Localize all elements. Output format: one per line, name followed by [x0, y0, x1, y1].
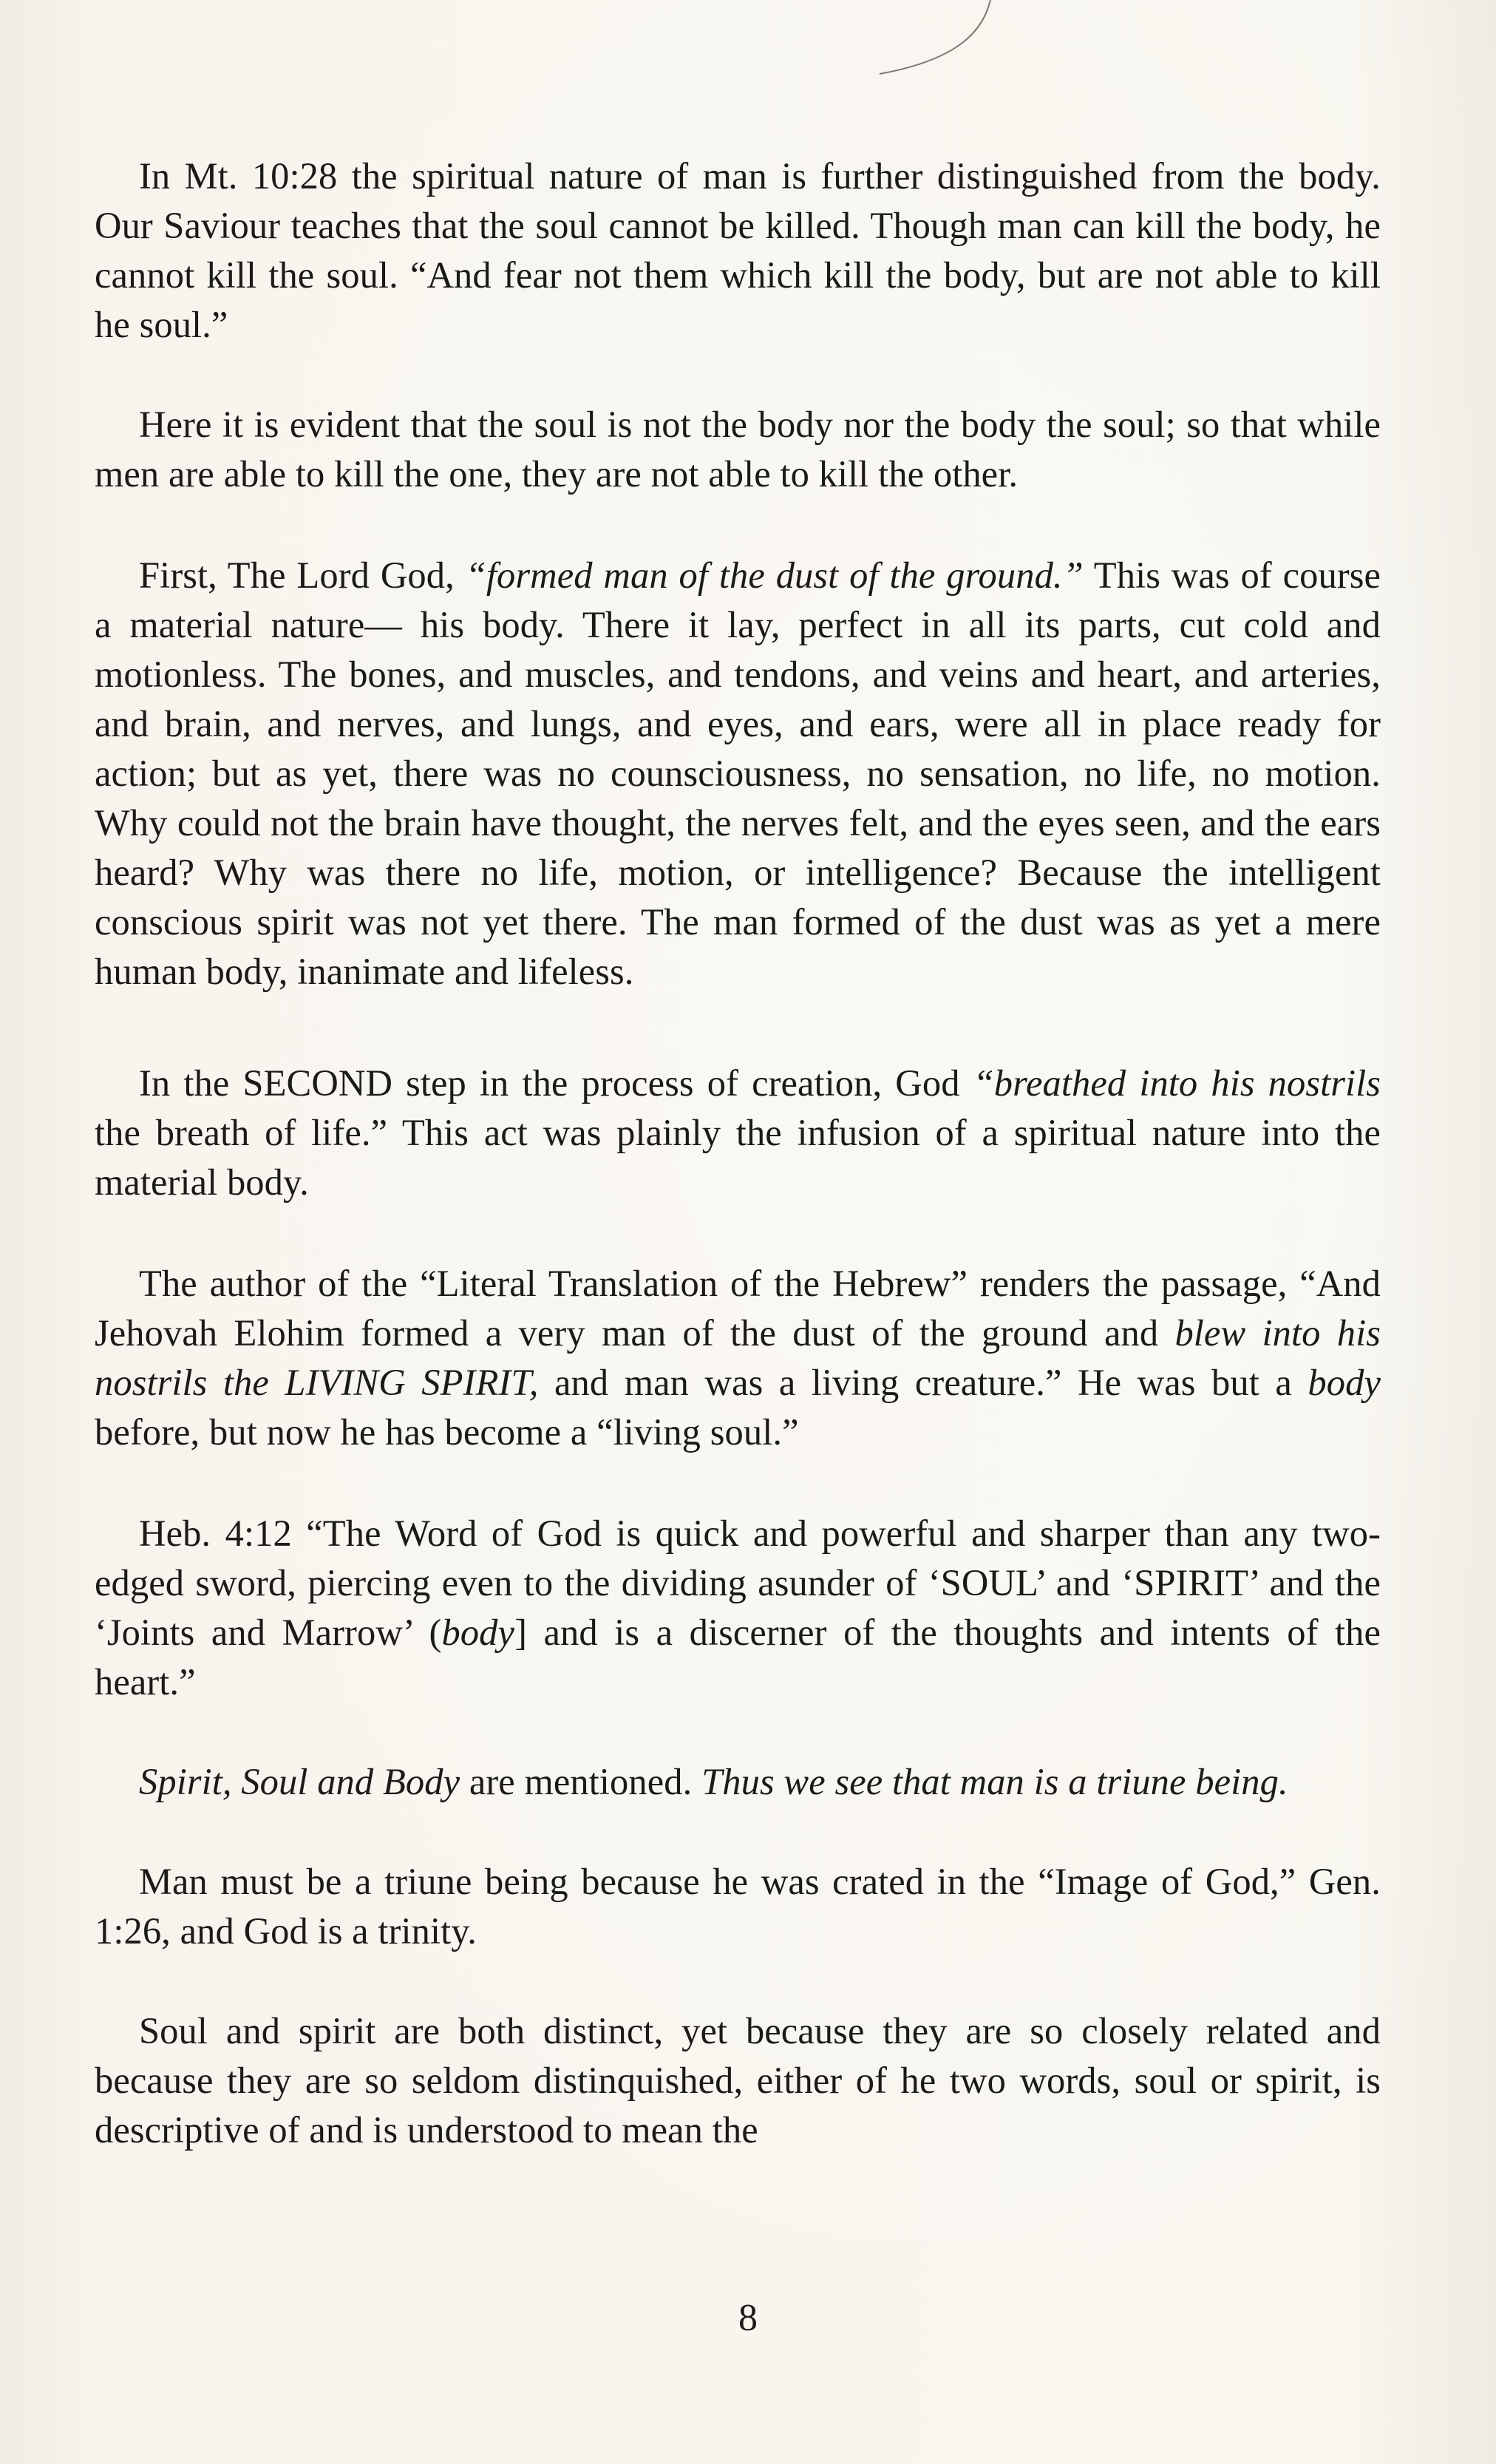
italic-run: “formed man of the dust of the ground.”	[465, 554, 1084, 596]
text-run: Heb. 4:12 “The Word of God is quick and powerful and sharper than any two-edged sword, piercing even to the dividing asunder of ‘SOUL’ and ‘SPIRIT’ and the ‘Joints and Marrow’ (	[95, 1513, 1381, 1653]
text-run: In the SECOND step in the process of creation, God	[139, 1062, 973, 1104]
text-run: the breath of life.” This act was plainly the infusion of a spiritual nature into the material body.	[95, 1112, 1381, 1203]
italic-run: blew into his nostrils the LIVING SPIRIT,	[95, 1312, 1381, 1403]
italic-run: “breathed into his nostrils	[973, 1062, 1381, 1104]
paragraph-4	[95, 1059, 1381, 1207]
text-run: are mentioned.	[460, 1761, 702, 1802]
text-run: First, The Lord God,	[139, 554, 466, 596]
paragraph-7	[95, 1757, 1381, 1807]
text-run: Soul and spirit are both distinct, yet because they are so closely related and because they are so seldom distinquished, either of he two words, soul or spirit, is descriptive of and is understood to mean the	[95, 2010, 1381, 2151]
pen-stroke-mark	[872, 0, 998, 81]
italic-run: body	[1308, 1362, 1381, 1403]
paragraph-9	[95, 2006, 1381, 2155]
italic-run: Thus we see that man is a triune being.	[701, 1761, 1288, 1802]
text-run: before, but now he has become a “living soul.”	[95, 1411, 799, 1453]
text-run: Here it is evident that the soul is not the body nor the body the soul; so that while men are able to kill the one, they are not able to kill the other.	[95, 404, 1381, 495]
page-number: 8	[738, 2297, 758, 2339]
text-column	[95, 152, 1381, 2155]
paragraph-5	[95, 1259, 1381, 1457]
paragraph-1	[95, 152, 1381, 350]
paragraph-2	[95, 400, 1381, 499]
italic-run: Spirit, Soul and Body	[139, 1761, 460, 1802]
text-run: In Mt. 10:28 the spiritual nature of man is further distinguished from the body. Our Saviour teaches that the soul cannot be killed. Though man can kill the body, he cannot kill the soul. “And fear not them which kill the body, but are not able to kill he soul.”	[95, 155, 1381, 345]
text-run: Man must be a triune being because he was crated in the “Image of God,” Gen. 1:26, and God is a trinity.	[95, 1861, 1381, 1952]
text-run: The author of the “Literal Translation of the Hebrew” renders the passage, “And Jehovah Elohim formed a very man of the dust of the ground and	[95, 1263, 1381, 1354]
paragraph-8	[95, 1857, 1381, 1956]
text-run: This was of course a material nature— his body. There it lay, perfect in all its parts, cut cold and motionless. The bones, and muscles, and tendons, and veins and heart, and arteries, and brain, and nerves, and lungs, and eyes, and ears, were all in place ready for action; but as yet, there was no counsciousness, no sensation, no life, no motion. Why could not the brain have thought, the nerves felt, and the eyes seen, and the ears heard? Why was there no life, motion, or intelligence? Because the intelligent conscious spirit was not yet there. The man formed of the dust was as yet a mere human body, inanimate and lifeless.	[95, 554, 1381, 992]
italic-run: body	[441, 1612, 515, 1653]
text-run: and man was a living creature.” He was but a	[538, 1362, 1308, 1403]
paragraph-3	[95, 551, 1381, 997]
text-run: ] and is a discerner of the thoughts and intents of the heart.”	[95, 1612, 1381, 1703]
paragraph-6	[95, 1509, 1381, 1707]
